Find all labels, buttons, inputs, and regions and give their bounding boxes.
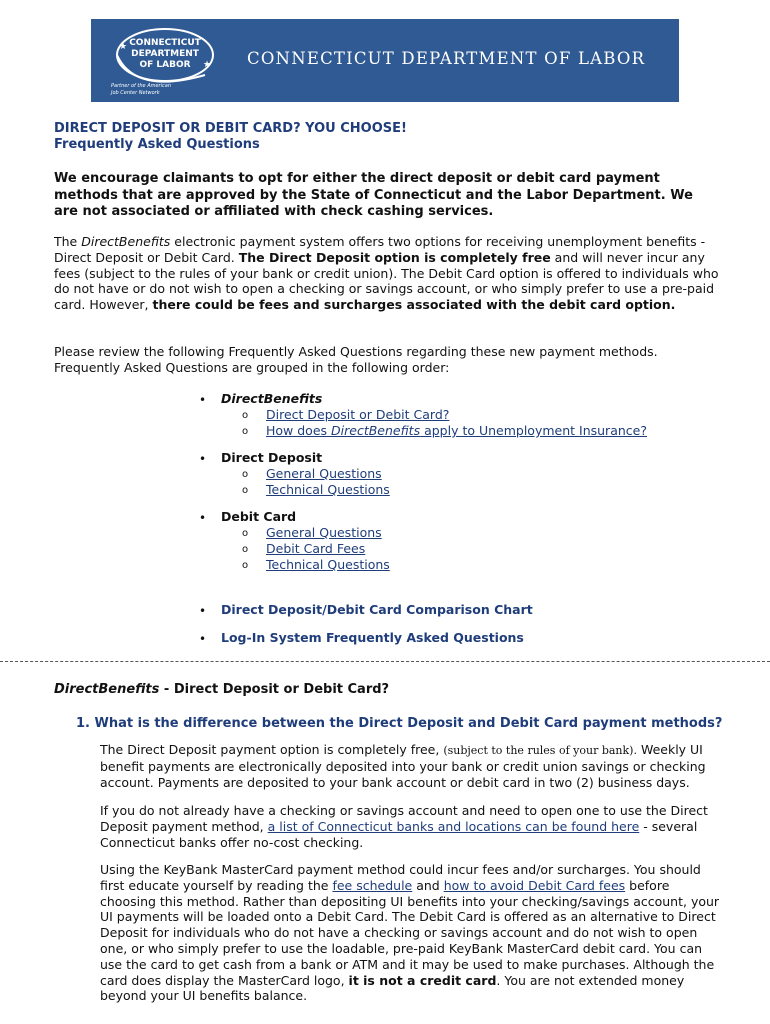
circle-bullet-icon: o xyxy=(242,426,249,437)
text-span: and xyxy=(412,877,444,893)
text-span: before choosing this method. Rather than depositing UI benefits into your checking/savings account, your UI payments will be loaded onto a Debit Card. The Debit Card is offered as an alternative to Direct Deposit for individuals who do not have a checking or savings account and do not wish to open one, or who simply prefer to use the loadable, pre-paid KeyBank MasterCard debit card. You can use the card to get cash from a bank or ATM and it may be used to make purchases. Although the card does display the MasterCard logo, xyxy=(100,877,720,988)
answer-paragraph-3 xyxy=(100,862,720,1004)
toc-link-dd-general[interactable]: General Questions xyxy=(266,466,382,481)
text-span: there could be fees and surcharges associated with the debit card option. xyxy=(152,297,676,313)
text-span: electronic payment system offers two options for receiving unemployment benefits - Direct Deposit or Debit Card. xyxy=(54,234,706,265)
bullet-icon: • xyxy=(199,632,207,646)
avoid-fees-link[interactable]: how to avoid Debit Card fees xyxy=(443,877,626,893)
toc-category-directbenefits: DirectBenefits xyxy=(221,391,323,406)
overview-paragraph xyxy=(54,234,719,313)
toc-link-dc-general[interactable]: General Questions xyxy=(266,525,382,540)
bullet-icon: • xyxy=(199,604,207,618)
text-span: Weekly UI benefit payments are electronically deposited into your bank or credit union savings or checking account. Payments are deposited to your bank account or debit card in two (2) business days. xyxy=(100,742,706,790)
text-span: Using the KeyBank MasterCard payment method could incur fees and/or surcharges. You should first educate yourself by reading the xyxy=(100,862,701,893)
fee-schedule-link[interactable]: fee schedule xyxy=(332,877,413,893)
star-icon: ★ xyxy=(203,60,212,70)
ct-banks-link[interactable]: a list of Connecticut banks and locations can be found here xyxy=(267,818,640,834)
review-paragraph: Please review the following Frequently Asked Questions regarding these new payment methods. Frequently Asked Questions are grouped in the following order: xyxy=(54,344,658,375)
toc-link-directbenefits-ui[interactable] xyxy=(266,423,647,438)
answer-paragraph-2 xyxy=(100,803,720,850)
circle-bullet-icon: o xyxy=(242,410,249,421)
bullet-icon: • xyxy=(199,511,207,525)
toc-link-dc-fees[interactable]: Debit Card Fees xyxy=(266,541,366,556)
circle-bullet-icon: o xyxy=(242,485,249,496)
circle-bullet-icon: o xyxy=(242,469,249,480)
text-span: The Direct Deposit payment option is completely free, xyxy=(100,742,444,757)
answer-paragraph-1 xyxy=(100,742,720,790)
toc-link-dd-technical[interactable]: Technical Questions xyxy=(266,482,390,497)
text-span: DirectBenefits xyxy=(81,234,171,249)
text-span: DirectBenefits xyxy=(331,423,421,438)
circle-bullet-icon: o xyxy=(242,560,249,571)
text-span: - Direct Deposit or Debit Card? xyxy=(159,682,390,697)
section-divider xyxy=(0,661,770,662)
seal-tagline2: Job Center Network xyxy=(111,90,160,96)
text-span: it is not a credit card xyxy=(348,972,497,988)
section-heading xyxy=(54,682,389,697)
org-title: CONNECTICUT DEPARTMENT OF LABOR xyxy=(247,49,646,68)
star-icon: ★ xyxy=(119,42,128,52)
text-span: apply to Unemployment Insurance? xyxy=(420,423,647,438)
text-span: (subject to the rules of your bank). xyxy=(443,744,637,757)
text-span: and will never incur any fees (subject to the rules of your bank or credit union). The Debit Card option is offered to individuals who do not have or do not wish to open a checking or savings account, or who simply prefer to use a pre-paid card. However, xyxy=(54,249,719,313)
seal-line1: CONNECTICUT xyxy=(129,38,201,48)
bullet-icon: • xyxy=(199,393,207,407)
header-banner xyxy=(91,19,679,102)
text-span: The Direct Deposit option is completely free xyxy=(238,249,551,265)
text-span: The xyxy=(54,234,82,249)
ctdol-seal-logo xyxy=(105,25,217,97)
seal-tagline1: Partner of the American xyxy=(111,83,171,89)
seal-line2: DEPARTMENT xyxy=(131,49,199,59)
page-title: DIRECT DEPOSIT OR DEBIT CARD? YOU CHOOSE! xyxy=(54,121,407,136)
circle-bullet-icon: o xyxy=(242,544,249,555)
intro-paragraph: We encourage claimants to opt for either the direct deposit or debit card payment methods that are approved by the State of Connecticut and the Labor Department. We are not associated or affiliated with check cashing services. xyxy=(54,171,693,219)
toc-link-comparison-chart[interactable]: Direct Deposit/Debit Card Comparison Chart xyxy=(221,602,533,617)
text-span: DirectBenefits xyxy=(54,682,160,697)
circle-bullet-icon: o xyxy=(242,528,249,539)
toc-category-debit-card: Debit Card xyxy=(221,509,297,524)
toc-link-login-faq[interactable]: Log-In System Frequently Asked Questions xyxy=(221,630,524,645)
toc-link-direct-deposit-or-debit-card[interactable]: Direct Deposit or Debit Card? xyxy=(266,407,450,422)
text-span: . You are not extended money beyond your UI benefits balance. xyxy=(100,972,685,1004)
toc-link-dc-technical[interactable]: Technical Questions xyxy=(266,557,390,572)
page-subtitle: Frequently Asked Questions xyxy=(54,137,260,152)
text-span: If you do not already have a checking or savings account and need to open one to use the Direct Deposit payment method, xyxy=(100,803,708,834)
bullet-icon: • xyxy=(199,452,207,466)
toc-category-direct-deposit: Direct Deposit xyxy=(221,450,323,465)
faq-question-1: 1. What is the difference between the Direct Deposit and Debit Card payment methods? xyxy=(76,716,723,731)
seal-line3: OF LABOR xyxy=(139,60,191,70)
text-span: How does xyxy=(266,423,332,438)
text-span: - several Connecticut banks offer no-cost checking. xyxy=(100,818,698,850)
